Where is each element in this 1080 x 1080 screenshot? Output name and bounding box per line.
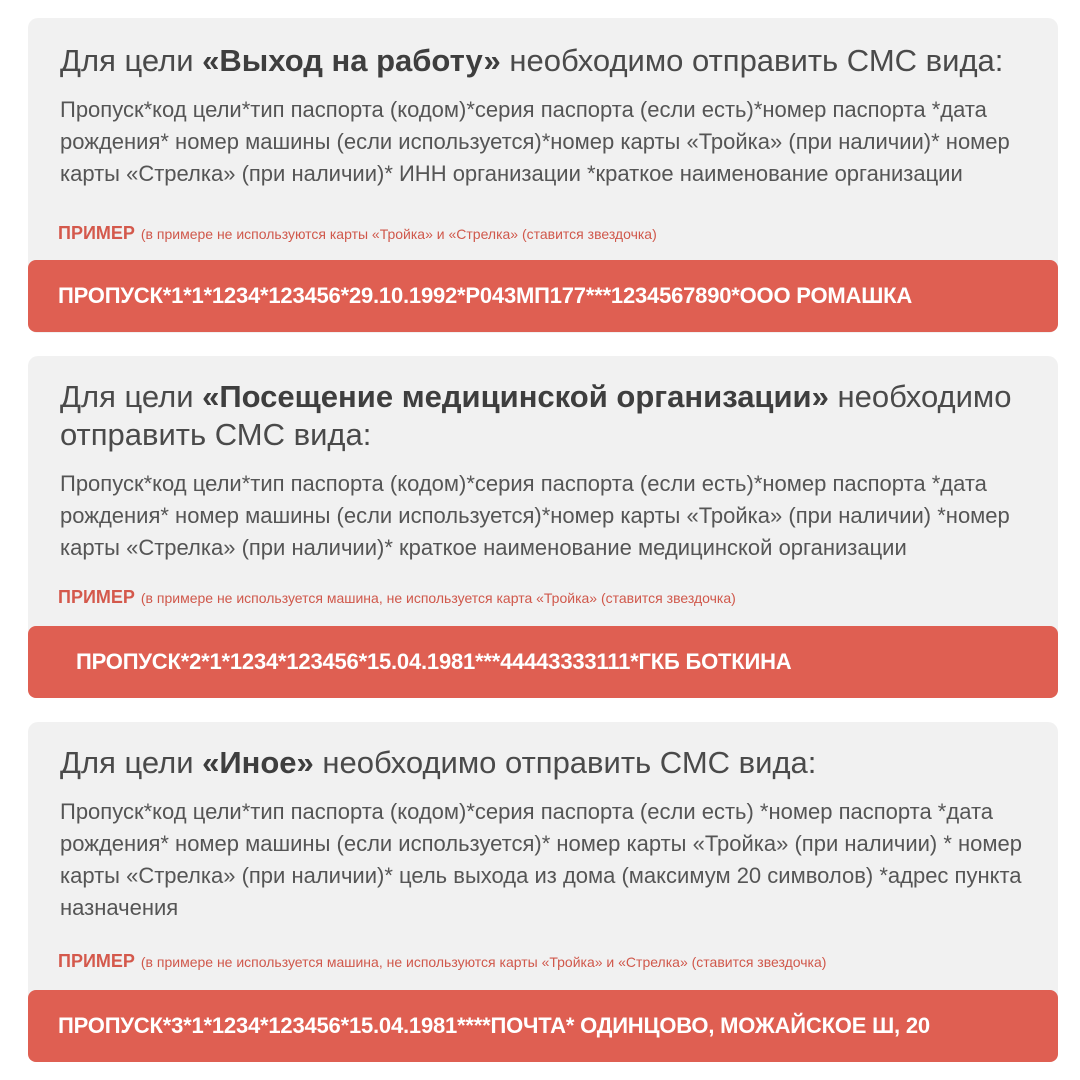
sms-format-description: Пропуск*код цели*тип паспорта (кодом)*серия паспорта (если есть)*номер паспорта *дата рождения* номер машины (если используется)*номер карты «Тройка» (при наличии)* номер карты «Стрелка» (при наличии)* ИНН организации *краткое наименование организации — [60, 97, 1010, 186]
heading-prefix: Для цели — [60, 745, 203, 780]
goal-name: «Выход на работу» — [202, 43, 501, 78]
goal-name: «Иное» — [202, 745, 314, 780]
section-heading — [60, 42, 1038, 80]
heading-suffix: необходимо отправить СМС вида: — [500, 43, 1004, 78]
example-label: ПРИМЕР — [58, 223, 135, 243]
example-caption — [58, 950, 1038, 973]
sms-format-description: Пропуск*код цели*тип паспорта (кодом)*серия паспорта (если есть) *номер паспорта *дата рождения* номер машины (если используется)* номер карты «Тройка» (при наличии) * номер карты «Стрелка» (при наличии)* цель выхода из дома (максимум 20 символов) *адрес пункта назначения — [60, 799, 1022, 920]
section-card-work — [28, 18, 1058, 333]
example-label: ПРИМЕР — [58, 951, 135, 971]
sms-example-text: ПРОПУСК*3*1*1234*123456*15.04.1981****ПОЧТА* ОДИНЦОВО, МОЖАЙСКОЕ Ш, 20 — [58, 1013, 930, 1038]
sms-example-bar — [28, 260, 1058, 332]
heading-prefix: Для цели — [60, 379, 203, 414]
sms-format-description: Пропуск*код цели*тип паспорта (кодом)*серия паспорта (если есть)*номер паспорта *дата рождения* номер машины (если используется)*номер карты «Тройка» (при наличии) *номер карты «Стрелка» (при наличии)* краткое наименование медицинской организации — [60, 471, 1010, 560]
goal-name: «Посещение медицинской организации» — [202, 379, 829, 414]
example-caption — [58, 586, 1038, 609]
example-note: (в примере не используются карты «Тройка» и «Стрелка» (ставится звездочка) — [140, 226, 657, 242]
example-caption — [58, 222, 1038, 245]
heading-suffix: необходимо отправить СМС вида: — [313, 745, 817, 780]
section-card-medical — [28, 356, 1058, 698]
section-heading — [60, 378, 1038, 454]
example-label: ПРИМЕР — [58, 587, 135, 607]
sms-example-text: ПРОПУСК*1*1*1234*123456*29.10.1992*Р043МП177***1234567890*ООО РОМАШКА — [58, 283, 913, 308]
sms-example-bar — [28, 990, 1058, 1062]
heading-suffix: необходимо отправить СМС вида: — [60, 379, 1012, 452]
section-heading — [60, 744, 1038, 782]
example-note: (в примере не используется машина, не используется карта «Тройка» (ставится звездочка) — [140, 590, 736, 606]
heading-prefix: Для цели — [60, 43, 203, 78]
section-card-other — [28, 722, 1058, 1062]
example-note: (в примере не используется машина, не используются карты «Тройка» и «Стрелка» (ставится звездочка) — [140, 954, 827, 970]
sms-example-bar — [28, 626, 1058, 698]
sms-example-text: ПРОПУСК*2*1*1234*123456*15.04.1981***44443333111*ГКБ БОТКИНА — [76, 649, 792, 674]
